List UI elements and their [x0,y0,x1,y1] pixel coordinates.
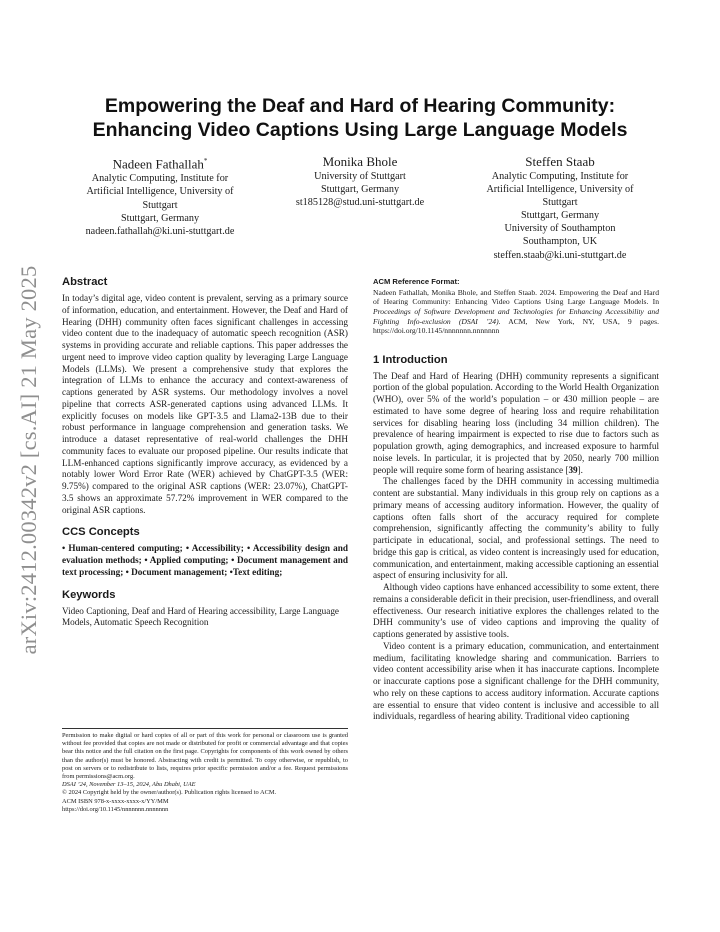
author-name: Nadeen Fathallah [112,156,204,172]
reference-venue: Proceedings of Software Development and Technologies for Enhancing Accessibility and Fighting Info-exclusion (DSAI ’24). [373,306,659,326]
citation-link[interactable]: 39 [568,464,578,475]
author-1 [62,153,258,238]
acm-reference-heading: ACM Reference Format: [373,277,460,286]
paper-title [60,94,660,142]
author-name: Steffen Staab [525,154,595,169]
author-affiliation: Analytic Computing, Institute for [491,171,629,182]
ccs-concepts-text: • Human-centered computing; • Accessibility; • Accessibility design and evaluation methods; • Applied computing; • Document management and text processing; • Document management; •Text editing; [62,543,348,577]
permission-text: Permission to make digital or hard copies of all or part of this work for personal or classroom use is granted without fee provided that copies are not made or distributed for profit or commercial advantage and that copies bear this notice and the full citation on the first page. Copyrights for components of this work owned by others than the author(s) must be honored. Abstracting with credit is permitted. To copy otherwise, or republish, to post on servers or to redistribute to lists, requires prior specific permission and/or a fee. Request permissions from permissions@acm.org. [62,732,348,781]
author-block [62,153,658,268]
author-affiliation: Artificial Intelligence, University of [86,186,234,198]
copyright-text: © 2024 Copyright held by the owner/author(s). Publication rights licensed to ACM. [62,789,277,797]
arxiv-id: arXiv:2412.00342v2 [cs.AI] 21 May 2025 [16,265,41,655]
ccs-section [62,526,348,578]
isbn-text: ACM ISBN 978-x-xxxx-xxxx-x/YY/MM [62,797,169,805]
author-name: Monika Bhole [322,154,398,169]
author-location: Southampton, UK [522,236,598,248]
left-column [62,276,348,639]
reference-authors-title: Nadeen Fathallah, Monika Bhole, and Steffen Staab. 2024. Empowering the Deaf and Hard of Hearing Community: Enhancing Video Captions Using Large Language Models. In [373,287,659,307]
introduction-section [373,354,659,724]
intro-p1-text: The Deaf and Hard of Hearing (DHH) community represents a significant portion of the global population. According to the World Health Organization (WHO), over 5% of the world’s population – or 430 million people – are estimated to have some degree of hearing loss and require rehabilitation services for disabling hearing loss (including 34 million children). The prevalence of hearing impairment is expected to rise due to factors such as population growth, aging demographics, and increased exposure to harmful noise levels. In particular, it is projected that by 2050, nearly 700 million people will require some form of hearing assistance [ [373,370,659,475]
intro-p1-end: ]. [577,464,583,475]
right-column [373,276,659,723]
acm-reference-text [373,288,659,336]
acm-reference-section [373,276,659,336]
ccs-heading: CCS Concepts [62,526,140,539]
arxiv-sidebar-stamp [14,250,44,670]
footnote-rule [62,728,348,729]
author-email: steffen.staab@ki.uni-stuttgart.de [493,249,627,261]
keywords-text: Video Captioning, Deaf and Hard of Hearing accessibility, Large Language Models, Automatic Speech Recognition [62,605,340,628]
author-affiliation: Artificial Intelligence, University of [486,184,634,196]
intro-paragraph-4: Video content is a primary education, communication, and entertainment medium, facilitating knowledge sharing and communication. Barriers to video content accessibility arise when it has inaccurate captions. Incomplete or inaccurate captions pose a significant challenge for the DHH community, who rely on these captions to access auditory information. Accurate captions are essential to ensure that video content is inclusive and accessible to all individuals, regardless of hearing ability. Traditional video captioning [373,640,659,722]
introduction-heading: 1 Introduction [373,353,448,366]
author-email: nadeen.fathallah@ki.uni-stuttgart.de [85,225,235,237]
keywords-section [62,589,348,630]
abstract-section [62,276,348,516]
author-3 [462,153,658,262]
author-affiliation: Stuttgart [142,199,178,211]
author-affiliation: University of Stuttgart [314,171,406,182]
author-affiliation: University of Southampton [504,223,616,235]
intro-paragraph-1 [373,371,659,477]
conference-venue: DSAI ’24, November 13–15, 2024, Abu Dhabi, UAE [62,781,196,789]
abstract-heading: Abstract [62,276,108,288]
keywords-heading: Keywords [62,588,116,601]
permission-footnote [62,728,348,814]
author-email: st185128@stud.uni-stuttgart.de [295,197,425,209]
intro-paragraph-3: Although video captions have enhanced accessibility to some extent, there remains a considerable deficit in their precision, user-friendliness, and overall effectiveness. Our research initiative explores the challenges related to the DHH community’s use of video captions and improving the quality of captions generated by assistive tools. [373,582,659,640]
author-location: Stuttgart, Germany [320,184,400,196]
author-location: Stuttgart, Germany [520,210,600,222]
abstract-text: In today’s digital age, video content is prevalent, serving as a primary source of information, education, and entertainment. However, the Deaf and Hard of Hearing (DHH) community often faces significant challenges in accessing video content due to the inadequacy of automatic speech recognition (ASR) systems in providing accurate and reliable captions. This paper addresses the urgent need to improve video caption quality by leveraging Large Language Models (LLMs). We present a comprehensive study that explores the integration of LLMs to enhance the accuracy and context-awareness of captions generated by ASR systems. Our methodology involves a novel pipeline that corrects ASR-generated captions using advanced LLMs. It explicitly focuses on models like GPT-3.5 and Llama2-13B due to their robust performance in language comprehension and generation tasks. We introduce a dataset representative of real-world challenges the DHH community faces to evaluate our proposed pipeline. Our results indicate that LLM-enhanced captions significantly improve accuracy, as evidenced by a notably lower Word Error Rate (WER) achieved by ChatGPT-3.5 (WER: 9.75%) compared to the original ASR captions (WER: 23.07%), ChatGPT-3.5 shows an approximate 57.72% improvement in WER compared to the original ASR captions. [62,293,348,515]
author-2 [262,153,458,209]
author-footnote-mark: * [203,157,208,165]
title-line-2: Enhancing Video Captions Using Large Language Models [92,119,628,141]
author-affiliation: Stuttgart [542,197,578,209]
doi-link[interactable]: https://doi.org/10.1145/nnnnnnn.nnnnnnn [62,805,169,813]
reference-publisher-doi: ACM, New York, NY, USA, 9 pages. https://doi.org/10.1145/nnnnnnn.nnnnnnn [373,316,659,336]
author-location: Stuttgart, Germany [120,212,200,224]
intro-paragraph-2: The challenges faced by the DHH community in accessing multimedia content are substantial. Many individuals in this group rely on captions as a primary means of accessing auditory information. However, the quality of captions often falls short of the accuracy required for complete comprehension, significantly affecting the community’s ability to fully participate in educational, social, and professional settings. The need to bridge this gap is critical, as video content is increasingly used for education, communication, and entertainment, making accessible captioning an essential aspect of ensuring inclusivity for all. [373,476,659,581]
author-affiliation: Analytic Computing, Institute for [91,173,229,185]
title-line-1: Empowering the Deaf and Hard of Hearing Community: [104,95,616,117]
